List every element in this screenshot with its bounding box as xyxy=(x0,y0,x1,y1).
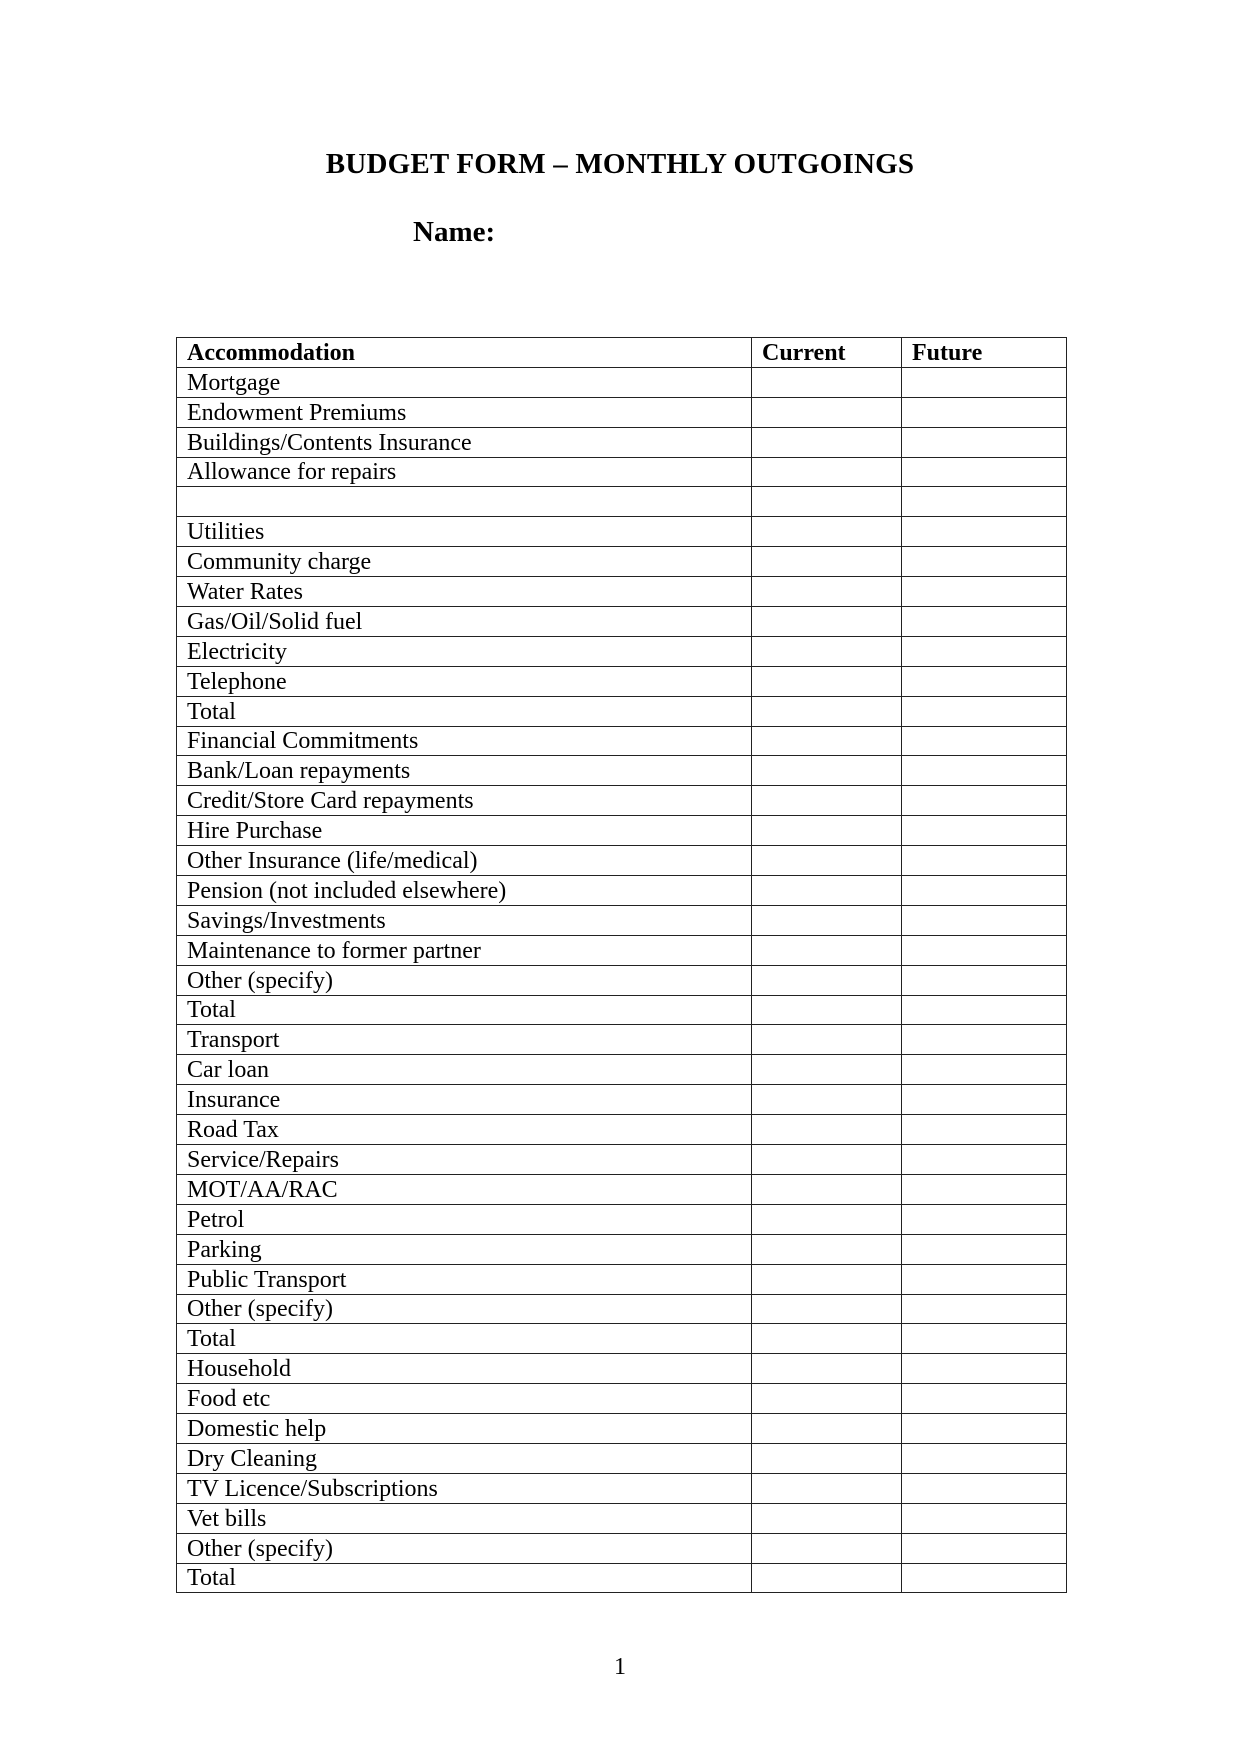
future-amount-cell[interactable] xyxy=(902,1055,1067,1085)
table-row xyxy=(177,756,1067,786)
document-title: BUDGET FORM – MONTHLY OUTGOINGS xyxy=(325,148,915,180)
current-amount-cell[interactable] xyxy=(752,1533,902,1563)
row-label: Hire Purchase xyxy=(177,816,752,846)
current-amount-cell[interactable] xyxy=(752,517,902,547)
current-amount-cell[interactable] xyxy=(752,1025,902,1055)
future-amount-cell[interactable] xyxy=(902,1204,1067,1234)
future-amount-cell[interactable] xyxy=(902,726,1067,756)
current-amount-cell[interactable] xyxy=(752,577,902,607)
current-amount-cell[interactable] xyxy=(752,876,902,906)
table-row xyxy=(177,846,1067,876)
future-amount-cell[interactable] xyxy=(902,1174,1067,1204)
current-amount-cell[interactable] xyxy=(752,1354,902,1384)
current-amount-cell[interactable] xyxy=(752,1563,902,1593)
table-row xyxy=(177,397,1067,427)
future-amount-cell[interactable] xyxy=(902,367,1067,397)
current-amount-cell[interactable] xyxy=(752,1085,902,1115)
future-amount-cell[interactable] xyxy=(902,1473,1067,1503)
current-amount-cell[interactable] xyxy=(752,1443,902,1473)
row-label: Electricity xyxy=(177,636,752,666)
future-amount-cell[interactable] xyxy=(902,1115,1067,1145)
row-label: Gas/Oil/Solid fuel xyxy=(177,607,752,637)
future-amount-cell[interactable] xyxy=(902,846,1067,876)
table-row xyxy=(177,487,1067,517)
table-row xyxy=(177,1384,1067,1414)
row-label: Dry Cleaning xyxy=(177,1443,752,1473)
table-row xyxy=(177,965,1067,995)
row-label: Insurance xyxy=(177,1085,752,1115)
current-amount-cell[interactable] xyxy=(752,935,902,965)
table-row xyxy=(177,1085,1067,1115)
total-label: Total xyxy=(177,696,752,726)
section-heading-row xyxy=(177,726,1067,756)
current-amount-cell[interactable] xyxy=(752,1414,902,1444)
current-amount-cell[interactable] xyxy=(752,607,902,637)
row-label: Buildings/Contents Insurance xyxy=(177,427,752,457)
future-amount-cell[interactable] xyxy=(902,1234,1067,1264)
current-amount-cell[interactable] xyxy=(752,786,902,816)
current-amount-cell[interactable] xyxy=(752,1115,902,1145)
column-header-accommodation: Accommodation xyxy=(177,338,752,368)
future-amount-cell[interactable] xyxy=(902,547,1067,577)
current-amount-cell[interactable] xyxy=(752,1503,902,1533)
future-amount-cell[interactable] xyxy=(902,666,1067,696)
total-label: Total xyxy=(177,995,752,1025)
current-amount-cell[interactable] xyxy=(752,1055,902,1085)
section-heading: Transport xyxy=(177,1025,752,1055)
future-amount-cell[interactable] xyxy=(902,905,1067,935)
current-amount-cell[interactable] xyxy=(752,397,902,427)
current-amount-cell[interactable] xyxy=(752,487,902,517)
row-label: MOT/AA/RAC xyxy=(177,1174,752,1204)
table-row xyxy=(177,1264,1067,1294)
total-row xyxy=(177,696,1067,726)
current-amount-cell[interactable] xyxy=(752,1204,902,1234)
future-amount-cell[interactable] xyxy=(902,1324,1067,1354)
current-amount-cell[interactable] xyxy=(752,1384,902,1414)
table-row xyxy=(177,1473,1067,1503)
row-label: Endowment Premiums xyxy=(177,397,752,427)
future-amount-cell[interactable] xyxy=(902,876,1067,906)
future-amount-cell[interactable] xyxy=(902,1563,1067,1593)
row-label: Other Insurance (life/medical) xyxy=(177,846,752,876)
table-row xyxy=(177,1443,1067,1473)
future-amount-cell[interactable] xyxy=(902,1294,1067,1324)
future-amount-cell[interactable] xyxy=(902,965,1067,995)
future-amount-cell[interactable] xyxy=(902,636,1067,666)
table-row xyxy=(177,1145,1067,1175)
current-amount-cell[interactable] xyxy=(752,1294,902,1324)
current-amount-cell[interactable] xyxy=(752,427,902,457)
row-label: Bank/Loan repayments xyxy=(177,756,752,786)
column-header-future: Future xyxy=(902,338,1067,368)
table-row xyxy=(177,1234,1067,1264)
future-amount-cell[interactable] xyxy=(902,487,1067,517)
table-row xyxy=(177,816,1067,846)
future-amount-cell[interactable] xyxy=(902,786,1067,816)
row-label: Maintenance to former partner xyxy=(177,935,752,965)
table-row xyxy=(177,905,1067,935)
row-label: Vet bills xyxy=(177,1503,752,1533)
section-heading: Financial Commitments xyxy=(177,726,752,756)
row-label: Other (specify) xyxy=(177,1533,752,1563)
table-row xyxy=(177,427,1067,457)
row-label: Telephone xyxy=(177,666,752,696)
total-row xyxy=(177,995,1067,1025)
row-label: Credit/Store Card repayments xyxy=(177,786,752,816)
row-label: Pension (not included elsewhere) xyxy=(177,876,752,906)
current-amount-cell[interactable] xyxy=(752,547,902,577)
row-label: Allowance for repairs xyxy=(177,457,752,487)
future-amount-cell[interactable] xyxy=(902,756,1067,786)
future-amount-cell[interactable] xyxy=(902,1354,1067,1384)
current-amount-cell[interactable] xyxy=(752,457,902,487)
current-amount-cell[interactable] xyxy=(752,1145,902,1175)
row-label: Domestic help xyxy=(177,1414,752,1444)
column-header-current: Current xyxy=(752,338,902,368)
current-amount-cell[interactable] xyxy=(752,965,902,995)
row-label: Service/Repairs xyxy=(177,1145,752,1175)
table-row xyxy=(177,636,1067,666)
current-amount-cell[interactable] xyxy=(752,756,902,786)
table-row xyxy=(177,876,1067,906)
section-heading: Utilities xyxy=(177,517,752,547)
future-amount-cell[interactable] xyxy=(902,1085,1067,1115)
row-label xyxy=(177,487,752,517)
table-row xyxy=(177,1503,1067,1533)
current-amount-cell[interactable] xyxy=(752,367,902,397)
table-row xyxy=(177,786,1067,816)
table-row xyxy=(177,935,1067,965)
table-row xyxy=(177,1533,1067,1563)
current-amount-cell[interactable] xyxy=(752,1174,902,1204)
table-row xyxy=(177,1055,1067,1085)
current-amount-cell[interactable] xyxy=(752,816,902,846)
row-label: Other (specify) xyxy=(177,965,752,995)
future-amount-cell[interactable] xyxy=(902,995,1067,1025)
future-amount-cell[interactable] xyxy=(902,696,1067,726)
future-amount-cell[interactable] xyxy=(902,1384,1067,1414)
row-label: Mortgage xyxy=(177,367,752,397)
future-amount-cell[interactable] xyxy=(902,1533,1067,1563)
current-amount-cell[interactable] xyxy=(752,1324,902,1354)
future-amount-cell[interactable] xyxy=(902,1443,1067,1473)
budget-table-body xyxy=(177,367,1067,1593)
future-amount-cell[interactable] xyxy=(902,1264,1067,1294)
row-label: Road Tax xyxy=(177,1115,752,1145)
future-amount-cell[interactable] xyxy=(902,1025,1067,1055)
row-label: Water Rates xyxy=(177,577,752,607)
name-label: Name: xyxy=(413,216,496,248)
table-row xyxy=(177,577,1067,607)
current-amount-cell[interactable] xyxy=(752,636,902,666)
future-amount-cell[interactable] xyxy=(902,816,1067,846)
page-number: 1 xyxy=(614,1654,626,1680)
total-row xyxy=(177,1324,1067,1354)
budget-table xyxy=(176,337,1067,1593)
row-label: Car loan xyxy=(177,1055,752,1085)
current-amount-cell[interactable] xyxy=(752,696,902,726)
section-heading-row xyxy=(177,517,1067,547)
future-amount-cell[interactable] xyxy=(902,577,1067,607)
future-amount-cell[interactable] xyxy=(902,397,1067,427)
row-label: TV Licence/Subscriptions xyxy=(177,1473,752,1503)
section-heading: Household xyxy=(177,1354,752,1384)
section-heading-row xyxy=(177,1354,1067,1384)
future-amount-cell[interactable] xyxy=(902,1414,1067,1444)
row-label: Parking xyxy=(177,1234,752,1264)
row-label: Savings/Investments xyxy=(177,905,752,935)
section-heading-row xyxy=(177,1025,1067,1055)
future-amount-cell[interactable] xyxy=(902,517,1067,547)
future-amount-cell[interactable] xyxy=(902,935,1067,965)
current-amount-cell[interactable] xyxy=(752,905,902,935)
table-row xyxy=(177,607,1067,637)
future-amount-cell[interactable] xyxy=(902,607,1067,637)
row-label: Petrol xyxy=(177,1204,752,1234)
future-amount-cell[interactable] xyxy=(902,427,1067,457)
row-label: Public Transport xyxy=(177,1264,752,1294)
table-row xyxy=(177,1294,1067,1324)
current-amount-cell[interactable] xyxy=(752,666,902,696)
row-label: Community charge xyxy=(177,547,752,577)
total-label: Total xyxy=(177,1324,752,1354)
current-amount-cell[interactable] xyxy=(752,1234,902,1264)
table-header-row xyxy=(177,338,1067,368)
current-amount-cell[interactable] xyxy=(752,1264,902,1294)
total-row xyxy=(177,1563,1067,1593)
row-label: Other (specify) xyxy=(177,1294,752,1324)
future-amount-cell[interactable] xyxy=(902,457,1067,487)
table-row xyxy=(177,547,1067,577)
current-amount-cell[interactable] xyxy=(752,1473,902,1503)
table-row xyxy=(177,666,1067,696)
table-row xyxy=(177,1204,1067,1234)
table-row xyxy=(177,1414,1067,1444)
future-amount-cell[interactable] xyxy=(902,1503,1067,1533)
table-row xyxy=(177,1174,1067,1204)
current-amount-cell[interactable] xyxy=(752,726,902,756)
current-amount-cell[interactable] xyxy=(752,846,902,876)
row-label: Food etc xyxy=(177,1384,752,1414)
table-row xyxy=(177,1115,1067,1145)
table-row xyxy=(177,367,1067,397)
future-amount-cell[interactable] xyxy=(902,1145,1067,1175)
current-amount-cell[interactable] xyxy=(752,995,902,1025)
table-row xyxy=(177,457,1067,487)
total-label: Total xyxy=(177,1563,752,1593)
